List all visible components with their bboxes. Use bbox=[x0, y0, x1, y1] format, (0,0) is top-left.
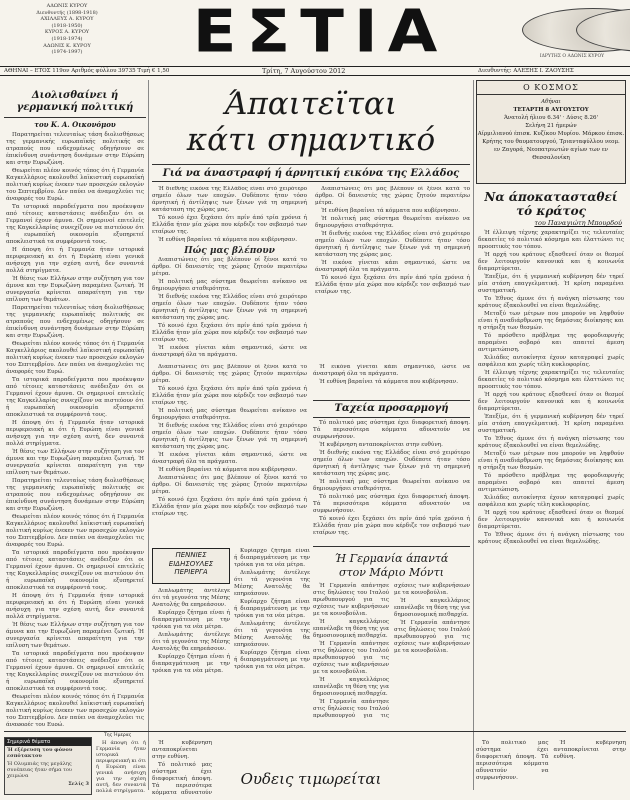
germany-title-2: στον Μάριο Μόντι bbox=[339, 566, 444, 579]
main-article-body: Ή διεθνής εικόνα της Ελλάδος είναι στό χειρότερο σημείο όλων των εποχών. Ουδέποτε ήταν τόσο άρνητική ή άντίληψις των ξένων γιά τη σημερινή κατάσταση της χώρας μας. Τό κοινό έχει ξεχάσει ότι πρίν άπό τρία χρόνια ή Ελλάδα ήταν μία χώρα που κέρδιζε τον σεβασμό των εταίρων της. Ή ευθύνη βαραίνει τά κόμματα που κυβέρνησαν. Πώς μας βλέπουν Διαπιστώνεις ότι μας βλέπουν οί ξένοι κατά το άρθρο. Οί δανειστές της χώρας ζητούν περαιτέρω μέτρα. Ή πολιτική μας σύστημα θεωρείται ανίκανο να δημιουργήσει σταθερότητα. Ή διεθνής εικόνα της Ελλάδος είναι στό χειρότερο σημείο όλων των εποχών. Ουδέποτε ήταν τόσο άρνητική ή άντίληψις των ξένων γιά τη σημερινή κατάσταση της χώρας μας. Τό κοινό έχει ξεχάσει ότι πρίν άπό τρία χρόνια ή Ελλάδα ήταν μία χώρα που κέρδιζε τον σεβασμό των εταίρων της. Ή εικόνα γίνεται κάπι σημαντικό, ώστε να άναστραφή όλα τα πράγματα. Διαπιστώνεις ότι μας βλέπουν οί ξένοι κατά το άρθρο. Οί δανειστές της χώρας ζητούν περαιτέρω μέτρα. Ή ευθύνη βαραίνει τά κόμματα που κυβέρνησαν. Ή πολιτική μας σύστημα θεωρείται ανίκανο να δημιουργήσει σταθερότητα. Ή διεθνής εικόνα της Ελλάδος είναι στό χειρότερο σημείο όλων των εποχών. Ουδέποτε ήταν τόσο άρνητική ή άντίληψις των ξένων γιά τη σημερινή κατάσταση της χώρας μας. Ή εικόνα γίνεται κάπι σημαντικό, ώστε να άναστραφή όλα τα πράγματα. Τό κοινό έχει ξεχάσει ότι πρίν άπό τρία χρόνια ή Ελλάδα ήταν μία χώρα που κέρδιζε τον σεβασμό των εταίρων της. bbox=[152, 186, 470, 358]
germany-article: Ή Γερμανία άπαντά στον Μάριο Μόντι Ή Γερμανία απάντησε στις δηλώσεις του Ιταλού πρωθυπουργού για τις σχέσεις των κυβερνήσεων με τα κοινοβούλια. Ή καγκελλάριος επανέλαβε τη θέση της για δημοσιονομική πειθαρχία. Ή Γερμανία απάντησε στις δηλώσεις του Ιταλού πρωθυπουργού για τις σχέσεις των κυβερνήσεων με τα κοινοβούλια. Ή καγκελλάριος επανέλαβε τη θέση της για δημοσιονομική πειθαρχία. Ή Γερμανία απάντησε στις δηλώσεις του Ιταλού πρωθυπουργού για τις σχέσεις των κυβερνήσεων με τα κοινοβούλια. Ή καγκελλάριος επανέλαβε τη θέση της για δημοσιονομική πειθαρχία. Ή Γερμανία απάντησε στις δηλώσεις του Ιταλού πρωθυπουργού για τις σχέσεις των κυβερνήσεων με τα κοινοβούλια. bbox=[313, 546, 470, 730]
left-article-byline: του Κ. Α. Οικονόμου bbox=[34, 120, 116, 129]
kosmos-details: Αθήναι ΤΕΤΑΡΤΗ 8 ΑΥΓΟΥΣΤΟΥ Άνατολή ήλιου 6.34' · Δύσις 8.26' Σελήνη 21 ήμερών Αίρμιλιανού έπισκ. Κυζίκου Μυρίου. Μάρκου έπισκ. Κρήτης του θαυματουργού, Τριανταφύλλου νεομ. εν Ζαγορά, Νεοπατριωτών αγίων των εν Θεσσαλονίκη bbox=[477, 99, 625, 161]
headline-line-1: Άπαιτεϊται bbox=[224, 86, 398, 122]
left-article-title: Διολισθαίνει ή γερμανική πολιτική bbox=[4, 80, 146, 118]
bottom-text-left: Ή κυβέρνηση ανταποκρίνεται στην ευθύνη. Τό πολιτικό μας σύστημα έχει διαφορετική άποψη. Τά περισσότερα κόμματα αδυνατούν bbox=[152, 740, 212, 795]
right-article-title-2: τό κράτος bbox=[516, 204, 586, 218]
right-article bbox=[476, 186, 626, 730]
main-article-cont-left: Διαπιστώνεις ότι μας βλέπουν οί ξένοι κατά το άρθρο. Οί δανειστές της χώρας ζητούν περαιτέρω μέτρα. Τό κοινό έχει ξεχάσει ότι πρίν άπό τρία χρόνια ή Ελλάδα ήταν μία χώρα που κέρδιζε τον σεβασμό των εταίρων της. Ή πολιτική μας σύστημα θεωρείται ανίκανο να δημιουργήσει σταθερότητα. Ή διεθνής εικόνα της Ελλάδος είναι στό χειρότερο σημείο όλων των εποχών. Ουδέποτε ήταν τόσο άρνητική ή άντίληψις των ξένων γιά τη σημερινή κατάσταση της χώρας μας. Ή εικόνα γίνεται κάπι σημαντικό, ώστε να άναστραφή όλα τα πράγματα. Ή ευθύνη βαραίνει τά κόμματα που κυβέρνησαν. Διαπιστώνεις ότι μας βλέπουν οί ξένοι κατά το άρθρο. Οί δανειστές της χώρας ζητούν περαιτέρω μέτρα. Τό κοινό έχει ξεχάσει ότι πρίν άπό τρία χρόνια ή Ελλάδα ήταν μία χώρα που κέρδιζε τον σεβασμό των εταίρων της. bbox=[152, 364, 307, 517]
main-subhead: Γιά να άναστραφή ή άρνητική εικόνα της Ελλάδος bbox=[152, 164, 470, 182]
pennies-text-cont: Κυρίαρχο ζήτημα είναι ή διαπραγμάτευση με την τρόικα για τα νέα μέτρα. Διπλωμάτης άντέλεγε ότι τά γεγονότα της Μέσης Ανατολής θα επηρεάσουν. Κυρίαρχο ζήτημα είναι ή διαπραγμάτευση με την τρόικα για τα νέα μέτρα. Διπλωμάτης άντέλεγε ότι τά γεγονότα της Μέσης Ανατολής θα επηρεάσουν. Κυρίαρχο ζήτημα είναι ή διαπραγμάτευση με την τρόικα για τα νέα μέτρα. bbox=[234, 548, 310, 670]
section-title-rapid-adjustment: Ταχεία προσαρμογή bbox=[313, 400, 470, 418]
column-divider bbox=[473, 80, 474, 790]
section-band bbox=[4, 731, 626, 737]
seal-caption: ΙΔΡΥΤΗΣ Ο ΑΔΩΝΙΣ ΚΥΡΟΥ bbox=[539, 54, 605, 59]
dateline bbox=[0, 66, 630, 76]
newspaper-logo: ΕΣΤΙΑ bbox=[192, 0, 448, 67]
section-title-how-they-see-us: Πώς μας βλέπουν bbox=[184, 246, 275, 256]
pennies-text: Διπλωμάτης άντέλεγε ότι τά γεγονότα της Μέσης Ανατολής θα επηρεάσουν. Κυρίαρχο ζήτημα είναι ή διαπραγμάτευση με την τρόικα για τα νέα μέτρα. Διπλωμάτης άντέλεγε ότι τά γεγονότα της Μέσης Ανατολής θα επηρεάσουν. Κυρίαρχο ζήτημα είναι ή διαπραγμάτευση με την τρόικα για τα νέα μέτρα. bbox=[152, 588, 230, 674]
masthead bbox=[0, 0, 630, 67]
topics-label: Σημερινά θέματα bbox=[5, 738, 91, 746]
kosmos-title: Ο ΚΟΣΜΟΣ bbox=[477, 81, 625, 95]
main-headline bbox=[152, 80, 470, 165]
headline-line-2: κάτι σημαντικό bbox=[186, 122, 436, 158]
right-article-title-1: Να άποκατασταθεί bbox=[484, 190, 618, 204]
issue-date: Τρίτη, 7 Αυγούστου 2012 bbox=[262, 67, 346, 75]
column-divider bbox=[148, 80, 149, 790]
topics-sidebar-text: Η άποψη ότι ή Γερμανία ήταν ιστορικά περιφερειακή κι ότι ή Ευρώπη είναι γενικά ανήσυχη για την σχέση αυτή, δεν συναντά πολλά στηρίγματα. bbox=[96, 740, 146, 794]
founders-list: ΑΔΩΝΙΣ ΚΥΡΟΥ Διευθυντής (1898-1918) ΑΧΙΛΛΕΥΣ Α. ΚΥΡΟΥ (1918-1950) ΚΥΡΟΣ Α. ΚΥΡΟΥ (1918-1974) ΑΔΩΝΙΣ Κ. ΚΥΡΟΥ (1974-1997) bbox=[36, 3, 98, 56]
kosmos-box bbox=[476, 80, 626, 184]
pennies-box: ΠΕΝΝΙΕΣ ΕΙΔΗΣΟΥΛΕΣ ΠΕΡΙΕΡΓΑ bbox=[152, 548, 230, 584]
right-article-body: Ή έλλειψη τέχνης χαρακτηρίζει τις τελευταίες δεκαετίες τό πολιτικό κόσμημα και έλαττώνει τις προοπτικές του τόπου. Ή αρχή του κράτους εξασθενεί όταν οι θεσμοί δεν λειτουργούν κανονικά και ή κοινωνία διαμαρτύρεται. Έπεξίμε, ότι ή γερμανική κυβέρνηση δέν τηρεί μία στάση επαγγελματική. Ή κρίση παραμένει συστηματική. Το Έθνος άμυνε ότι ή ανάγκη πίστωσης του κράτους έξακολουθεί να είναι θεμελιώδης. Μεταξύ των μέτρων που μπορούν να ληφθούν είναι ή αναδιάρθρωση της δημόσιας διοίκησης και η στήριξη των θεσμών. Τό πρόσθετο πρόβλημα της φοροδιαφυγής παραμένει σοβαρό και απαιτεί άμεση αντιμετώπιση. Χιλιάδες αυτοκίνητα έχουν καταγραφεί χωρίς ασφάλεια και χωρίς τέλη κυκλοφορίας. Ή έλλειψη τέχνης χαρακτηρίζει τις τελευταίες δεκαετίες τό πολιτικό κόσμημα και έλαττώνει τις προοπτικές του τόπου. Ή αρχή του κράτους εξασθενεί όταν οι θεσμοί δεν λειτουργούν κανονικά και ή κοινωνία διαμαρτύρεται. Έπεξίμε, ότι ή γερμανική κυβέρνηση δέν τηρεί μία στάση επαγγελματική. Ή κρίση παραμένει συστηματική. Το Έθνος άμυνε ότι ή ανάγκη πίστωσης του κράτους έξακολουθεί να είναι θεμελιώδης. Μεταξύ των μέτρων που μπορούν να ληφθούν είναι ή αναδιάρθρωση της δημόσιας διοίκησης και η στήριξη των θεσμών. Τό πρόσθετο πρόβλημα της φοροδιαφυγής παραμένει σοβαρό και απαιτεί άμεση αντιμετώπιση. Χιλιάδες αυτοκίνητα έχουν καταγραφεί χωρίς ασφάλεια και χωρίς τέλη κυκλοφορίας. Ή αρχή του κράτους εξασθενεί όταν οι θεσμοί δεν λειτουργούν κανονικά και ή κοινωνία διαμαρτύρεται. Το Έθνος άμυνε ότι ή ανάγκη πίστωσης του κράτους έξακολουθεί να είναι θεμελιώδης. bbox=[478, 230, 624, 545]
main-article-cont-right: Ή εικόνα γίνεται κάπι σημαντικό, ώστε να άναστραφή όλα τα πράγματα. Ή ευθύνη βαραίνει τά κόμματα που κυβέρνησαν. Ταχεία προσαρμογή Τό πολιτικό μας σύστημα έχει διαφορετική άποψη. Τά περισσότερα κόμματα αδυνατούν να συμφωνήσουν. Ή κυβέρνηση ανταποκρίνεται στην ευθύνη. Ή διεθνής εικόνα της Ελλάδος είναι στό χειρότερο σημείο όλων των εποχών. Ουδέποτε ήταν τόσο άρνητική ή άντίληψις των ξένων γιά τη σημερινή κατάσταση της χώρας μας. Ή πολιτική μας σύστημα θεωρείται ανίκανο να δημιουργήσει σταθερότητα. Τό πολιτικό μας σύστημα έχει διαφορετική άποψη. Τά περισσότερα κόμματα αδυνατούν να συμφωνήσουν. Τό κοινό έχει ξεχάσει ότι πρίν άπό τρία χρόνια ή Ελλάδα ήταν μία χώρα που κέρδιζε τον σεβασμό των εταίρων της. bbox=[313, 364, 470, 536]
left-article-body: Παρατηρείται τελευταίως τάση διολισθήσεως της γερμανικής ευρωπαϊκής πολιτικής σε ατραπούς που ενδεχομένως οδηγήσουν σε έπικίνδυνη συνάντηση δυνάμεων στην Εύρώπη και στην Ευρωζώνη. Θεωρείται πλέον κοινός τόπος ότι ή Γερμανία Καγκελλάριος ακολουθεί λαϊκιστική ευρωπαϊκή πολιτική κυρίως ένεκεν των προσεχών εκλογών του Σεπτεμβρίου. Δεν παύει να άναμοχλεύει τις άναφορές του Ευρώ. Τα ιστορικά παραδείγματα που προέκυψαν από τέτοιες καταστάσεις ανέδειξαν ότι οι Γερμανοί έχουν άμυνα. Οι σημερινοί επιτελείς της Καγκελλαρίας συνεχίζουν να πιστεύουν ότι ή ευρωπαϊκή οικονομία εξυπηρετεί αποκλειστικά τα συμφέροντά τους. Η άποψη ότι ή Γερμανία ήταν ιστορικά περιφερειακή κι ότι ή Ευρώπη είναι γενικά ανήσυχη για την σχέση αυτή, δεν συναντά πολλά στηρίγματα. Ή θέσις των Ελλήνων στην συζήτηση για τον άμυνα και την Ευρωζώνη παραμένει ζωτική. Ή συνεργασία κρίνεται απαραίτητη για την επίλυση των θεμάτων. Παρατηρείται τελευταίως τάση διολισθήσεως της γερμανικής ευρωπαϊκής πολιτικής σε ατραπούς που ενδεχομένως οδηγήσουν σε έπικίνδυνη συνάντηση δυνάμεων στην Εύρώπη και στην Ευρωζώνη. Θεωρείται πλέον κοινός τόπος ότι ή Γερμανία Καγκελλάριος ακολουθεί λαϊκιστική ευρωπαϊκή πολιτική κυρίως ένεκεν των προσεχών εκλογών του Σεπτεμβρίου. Δεν παύει να άναμοχλεύει τις άναφορές του Ευρώ. Τα ιστορικά παραδείγματα που προέκυψαν από τέτοιες καταστάσεις ανέδειξαν ότι οι Γερμανοί έχουν άμυνα. Οι σημερινοί επιτελείς της Καγκελλαρίας συνεχίζουν να πιστεύουν ότι ή ευρωπαϊκή οικονομία εξυπηρετεί αποκλειστικά τα συμφέροντά τους. Η άποψη ότι ή Γερμανία ήταν ιστορικά περιφερειακή κι ότι ή Ευρώπη είναι γενικά ανήσυχη για την σχέση αυτή, δεν συναντά πολλά στηρίγματα. Ή θέσις των Ελλήνων στην συζήτηση για τον άμυνα και την Ευρωζώνη παραμένει ζωτική. Ή συνεργασία κρίνεται απαραίτητη για την επίλυση των θεμάτων. Παρατηρείται τελευταίως τάση διολισθήσεως της γερμανικής ευρωπαϊκής πολιτικής σε ατραπούς που ενδεχομένως οδηγήσουν σε έπικίνδυνη συνάντηση δυνάμεων στην Εύρώπη και στην Ευρωζώνη. Θεωρείται πλέον κοινός τόπος ότι ή Γερμανία Καγκελλάριος ακολουθεί λαϊκιστική ευρωπαϊκή πολιτική κυρίως ένεκεν των προσεχών εκλογών του Σεπτεμβρίου. Δεν παύει να άναμοχλεύει τις άναφορές του Ευρώ. Τα ιστορικά παραδείγματα που προέκυψαν από τέτοιες καταστάσεις ανέδειξαν ότι οι Γερμανοί έχουν άμυνα. Οι σημερινοί επιτελείς της Καγκελλαρίας συνεχίζουν να πιστεύουν ότι ή ευρωπαϊκή οικονομία εξυπηρετεί αποκλειστικά τα συμφέροντά τους. Η άποψη ότι ή Γερμανία ήταν ιστορικά περιφερειακή κι ότι ή Ευρώπη είναι γενικά ανήσυχη για την σχέση αυτή, δεν συναντά πολλά στηρίγματα. Ή θέσις των Ελλήνων στην συζήτηση για τον άμυνα και την Ευρωζώνη παραμένει ζωτική. Ή συνεργασία κρίνεται απαραίτητη για την επίλυση των θεμάτων. Τα ιστορικά παραδείγματα που προέκυψαν από τέτοιες καταστάσεις ανέδειξαν ότι οι Γερμανοί έχουν άμυνα. Οι σημερινοί επιτελείς της Καγκελλαρίας συνεχίζουν να πιστεύουν ότι ή ευρωπαϊκή οικονομία εξυπηρετεί αποκλειστικά τα συμφέροντά τους. Θεωρείται πλέον κοινός τόπος ότι ή Γερμανία Καγκελλάριος ακολουθεί λαϊκιστική ευρωπαϊκή πολιτική κυρίως ένεκεν των προσεχών εκλογών του Σεπτεμβρίου. Δεν παύει να άναμοχλεύει τις άναφορές του Ευρώ. bbox=[6, 132, 144, 726]
right-article-byline: του Παναγιώτη Μπουρδού bbox=[534, 219, 622, 227]
bottom-headline: Ουδεις τιμωρείται bbox=[240, 770, 382, 788]
bottom-text-right: Τό πολιτικό μας σύστημα έχει διαφορετική άποψη. Τά περισσότερα κόμματα αδυνατούν να συμφωνήσουν. Ή κυβέρνηση ανταποκρίνεται στην ευθύνη. bbox=[476, 740, 626, 781]
editor-info: Διευθυντής: ΑΛΕΞΗΣ Ι. ΖΑΟΥΣΗΣ bbox=[478, 68, 574, 74]
todays-topics-box: Σημερινά θέματα Ή εξέρευση του φόνου εσπότακτου Ή Ολυμπιάς της μεγάλης συνέπειας ήταν σήμα του χειμώνα Σελίς 3 bbox=[4, 737, 92, 795]
left-article bbox=[4, 80, 146, 730]
band-label: Της Ήμερας bbox=[104, 733, 132, 738]
issue-info: ΑΘΗΝΑΙ – ΕΤΟΣ 119ον Αριθμός φύλλου 39735 Τιμή € 1,50 bbox=[4, 68, 170, 74]
germany-title-1: Ή Γερμανία άπαντά bbox=[334, 552, 449, 565]
